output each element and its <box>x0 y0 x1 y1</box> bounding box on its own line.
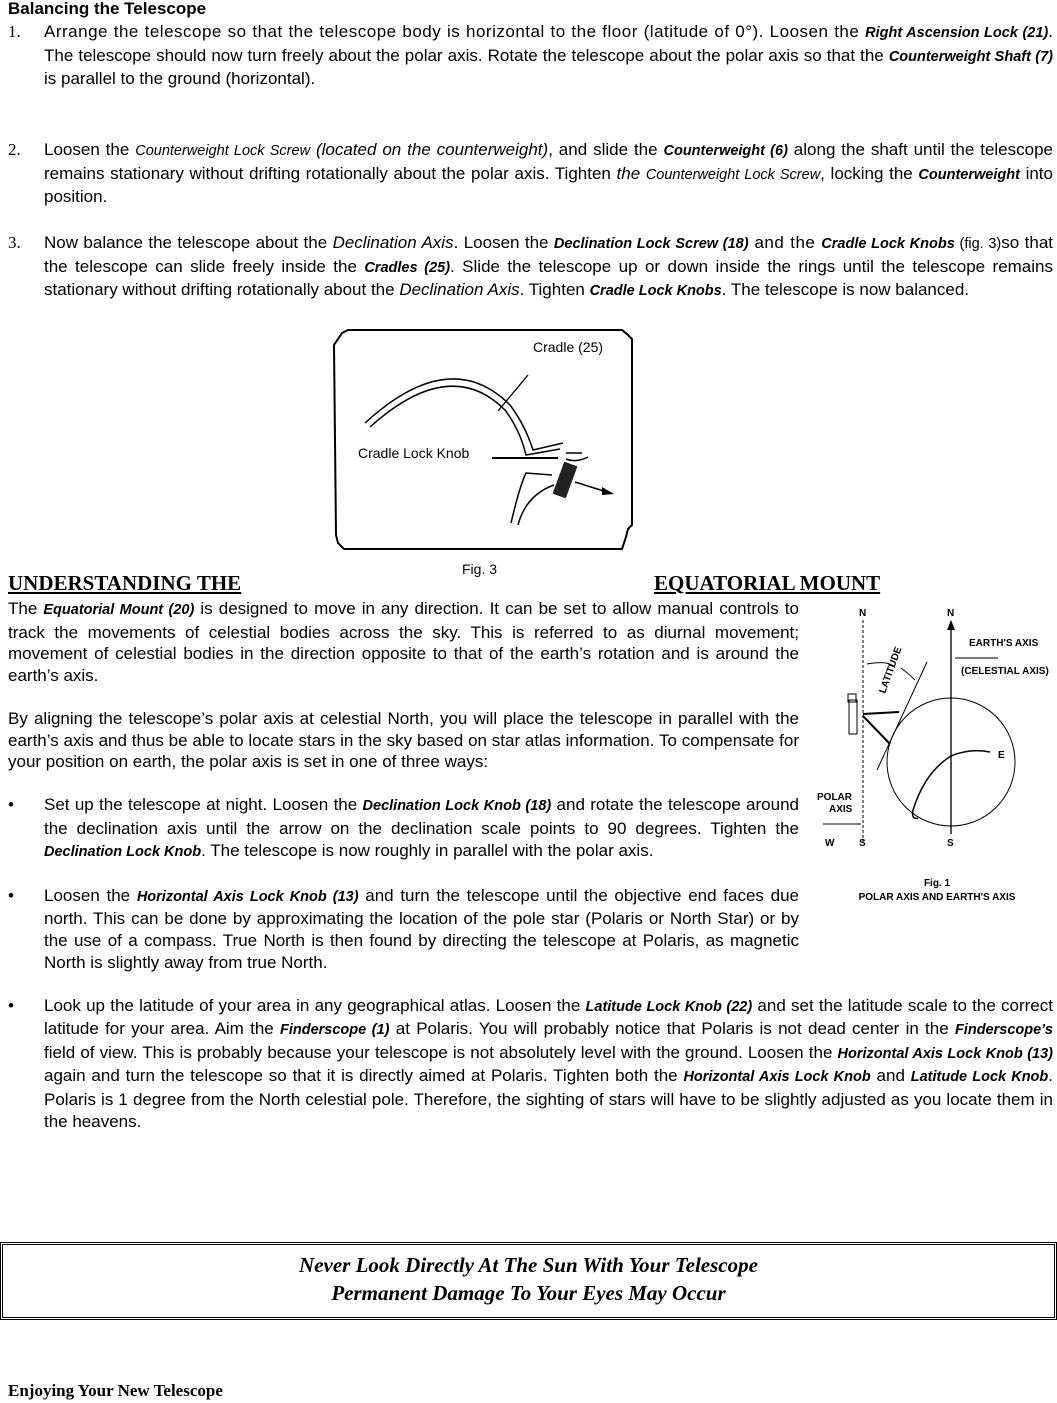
text-run: Look up the latitude of your area in any geographical atlas. Loosen the <box>44 995 586 1015</box>
bullet-text <box>44 996 1053 1131</box>
text-run: Loosen the <box>44 885 137 905</box>
text-run: and the <box>748 233 822 252</box>
text-run: Declination Axis <box>332 233 454 252</box>
fig1-s-left: S <box>859 838 866 849</box>
fig1-polar-axis-diagram <box>805 602 1053 912</box>
fig3-cradle-diagram <box>330 325 640 583</box>
part-reference: Declination Lock Screw (18) <box>553 236 749 252</box>
fig1-s-right: S <box>947 838 954 849</box>
text-run: , locking the <box>820 163 919 183</box>
bullet-text <box>44 795 799 859</box>
text-run: The <box>8 599 44 618</box>
step-number: 2. <box>8 140 21 159</box>
step-number: 1. <box>8 22 21 41</box>
text-run: Now balance the telescope about the <box>44 233 333 252</box>
balancing-step-3 <box>8 232 1053 303</box>
part-reference: Right Ascension Lock (21) <box>865 25 1049 41</box>
part-reference: Counterweight (6) <box>663 143 788 159</box>
fig1-latitude: LATITUDE <box>877 645 905 696</box>
text-run: . Slide the telescope up or down inside the rings until the telescope remains stationary without drifting rotationally about the <box>44 256 1053 300</box>
fig3-label-knob: Cradle Lock Knob <box>358 445 470 461</box>
text-run: . The telescope is now roughly in parallel with the polar axis. <box>201 840 654 860</box>
fig1-n-right: N <box>947 608 955 619</box>
text-run: (located on the counterweight) <box>310 140 549 159</box>
part-reference: Horizontal Axis Lock Knob (13) <box>136 888 359 905</box>
text-run: the <box>616 163 646 183</box>
warning-line-1: Never Look Directly At The Sun With Your Telescope <box>299 1253 758 1277</box>
part-reference: Cradle Lock Knobs <box>821 236 955 252</box>
part-reference: Latitude Lock Knob <box>910 1069 1049 1086</box>
part-reference: Equatorial Mount (20) <box>43 602 195 618</box>
part-reference: Declination Lock Knob (18) <box>362 798 552 815</box>
part-reference: Horizontal Axis Lock Knob <box>683 1069 871 1086</box>
text-run: Set up the telescope at night. Loosen the <box>44 795 363 815</box>
fig1-axis: AXIS <box>829 804 853 815</box>
text-run: along the shaft until the telescope remains stationary without drifting rotationally about the polar axis. Tighten <box>44 140 1053 183</box>
equatorial-mount-section <box>8 598 1053 1154</box>
text-run: . The telescope is now balanced. <box>721 280 970 300</box>
fig3-caption: Fig. 3 <box>462 561 498 577</box>
bullet-item-1 <box>8 794 1053 863</box>
text-run: . Loosen the <box>453 233 554 252</box>
text-run: is parallel to the ground (horizontal). <box>44 69 316 89</box>
text-run: and rotate the telescope around the declination axis until the arrow on the declination scale points to 90 degrees. Tighten the <box>44 795 799 838</box>
text-run: Counterweight Lock Screw <box>135 143 311 159</box>
text-run: and <box>870 1066 911 1086</box>
sun-warning-box <box>0 1242 1057 1320</box>
part-reference: Cradle Lock Knobs <box>589 283 722 300</box>
text-run: so that the telescope can slide freely inside the <box>44 233 1053 276</box>
step-text <box>44 232 1053 303</box>
part-reference: Cradles (25) <box>364 259 451 276</box>
text-run: . The telescope should now turn freely about the polar axis. Rotate the telescope about the polar axis so that the <box>44 22 1053 65</box>
text-run: . Polaris is 1 degree from the North celestial pole. Therefore, the sighting of stars will have to be slightly adjusted as you locate them in the heavens. <box>44 1066 1054 1131</box>
text-run: field of view. This is probably because your telescope is not absolutely level with the ground. Loosen the <box>44 1042 838 1062</box>
step-text <box>44 21 1053 90</box>
text-run: By aligning the telescope’s polar axis at celestial North, you will place the telescope in parallel with the earth’s axis and thus be able to locate stars in the sky based on star atlas information. To compensate for your position on earth, the polar axis is set in one of three ways: <box>8 708 799 772</box>
part-reference: Declination Lock Knob <box>44 843 202 860</box>
section-title-right: EQUATORIAL MOUNT <box>654 571 881 595</box>
part-reference: Counterweight Shaft (7) <box>888 48 1053 65</box>
warning-line-2: Permanent Damage To Your Eyes May Occur <box>331 1281 726 1305</box>
part-reference: Counterweight <box>918 166 1020 183</box>
text-run: Counterweight Lock Screw <box>645 166 821 183</box>
text-run: (fig. 3) <box>954 236 1002 252</box>
part-reference: Finderscope’s <box>954 1022 1053 1039</box>
fig1-w: W <box>825 838 835 849</box>
bullet-text <box>44 886 799 972</box>
part-reference: Horizontal Axis Lock Knob (13) <box>837 1045 1053 1062</box>
fig1-celestial-axis: (CELESTIAL AXIS) <box>961 666 1049 677</box>
fig1-n-left: N <box>859 608 867 619</box>
fig1-earths-axis: EARTH'S AXIS <box>969 638 1039 649</box>
bullet-icon: • <box>8 885 14 905</box>
text-run: , and slide the <box>548 140 664 159</box>
fig1-polar: POLAR <box>817 792 852 803</box>
step-text <box>44 139 1053 208</box>
fig1-e: E <box>998 750 1005 761</box>
text-run: Loosen the <box>44 140 136 159</box>
section-title-left: UNDERSTANDING THE <box>8 571 242 595</box>
balancing-heading: Balancing the Telescope <box>8 0 207 18</box>
text-run: at Polaris. You will probably notice that Polaris is not dead center in the <box>389 1019 955 1039</box>
bullet-item-2 <box>8 885 1053 973</box>
text-run: again and turn the telescope so that it is directly aimed at Polaris. Tighten both the <box>44 1066 684 1086</box>
fig1-caption-2: POLAR AXIS AND EARTH'S AXIS <box>858 892 1016 903</box>
text-run: Arrange the telescope so that the telescope body is horizontal to the floor (latitude of 0°). Loosen the <box>44 22 866 41</box>
fig1-caption-1: Fig. 1 <box>923 878 951 889</box>
text-run: into position. <box>44 163 1053 207</box>
bullet-icon: • <box>8 995 14 1015</box>
text-run: and turn the telescope until the objective end faces due north. This can be done by approximating the location of the pole star (Polaris or North Star) or by the use of a compass. True North is then found by directing the telescope at Polaris, as magnetic North is slightly away from true North. <box>44 885 799 972</box>
bullet-item-3 <box>8 995 1053 1133</box>
text-run: . Tighten <box>519 280 590 300</box>
balancing-step-1 <box>8 21 1053 90</box>
text-run: Declination Axis <box>399 280 520 300</box>
balancing-step-2 <box>8 139 1053 208</box>
bullet-icon: • <box>8 795 14 815</box>
part-reference: Latitude Lock Knob (22) <box>585 998 753 1015</box>
fig3-label-cradle: Cradle (25) <box>533 339 604 355</box>
part-reference: Finderscope (1) <box>280 1022 390 1039</box>
step-number: 3. <box>8 233 21 252</box>
text-run: and set the latitude scale to the correct latitude for your area. Aim the <box>44 995 1053 1039</box>
next-section-heading: Enjoying Your New Telescope <box>8 1381 223 1400</box>
text-run: is designed to move in any direction. It can be set to allow manual controls to track the movements of celestial bodies across the sky. This is referred to as diurnal movement; movement of celestial bodies in the direction opposite to that of the earth’s rotation and is around the earth’s axis. <box>8 599 799 685</box>
